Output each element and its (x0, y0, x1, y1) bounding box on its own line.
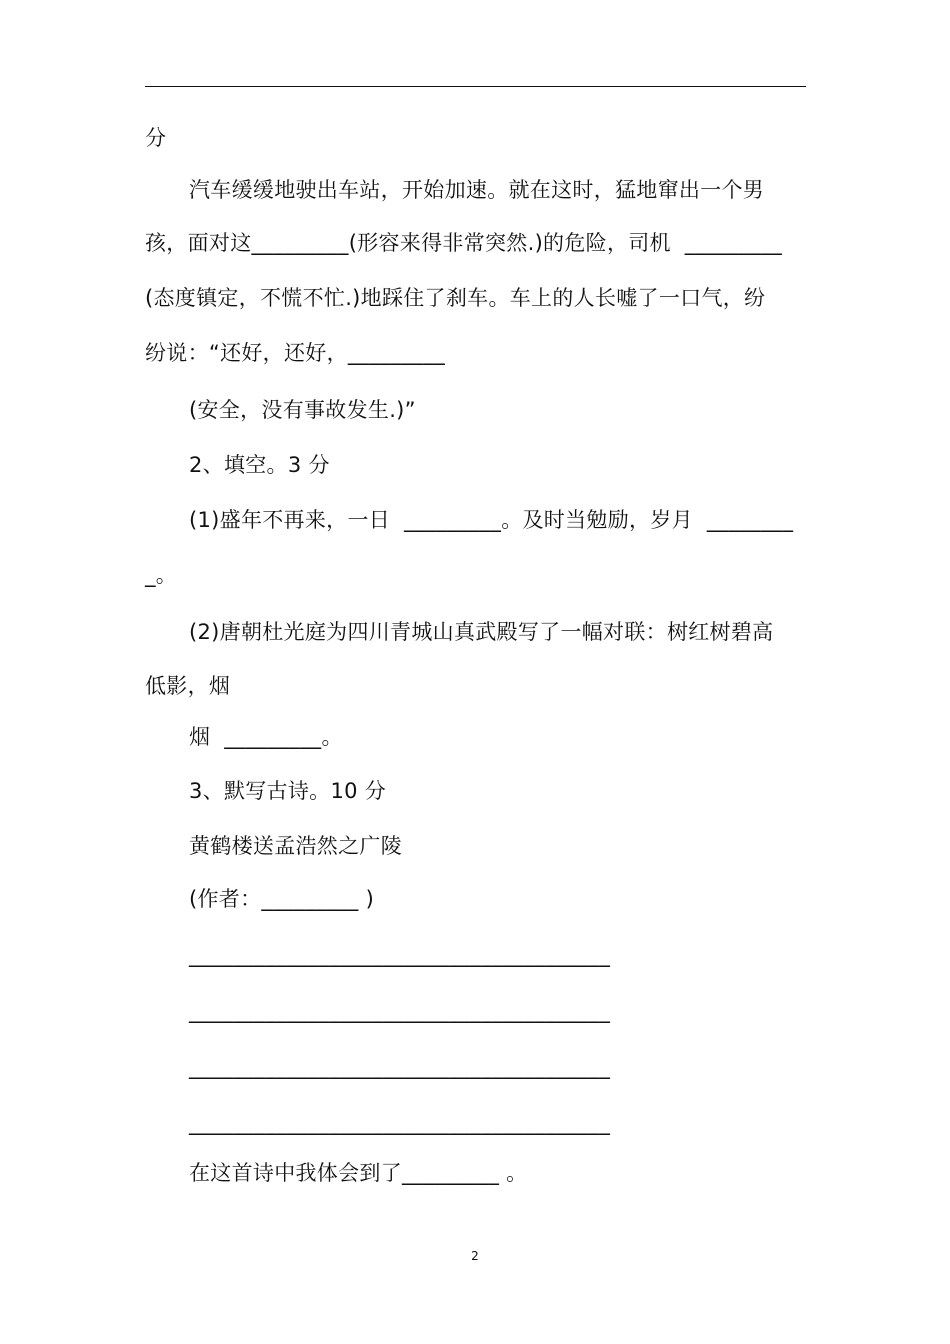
text-line-score-unit: 分 (145, 126, 167, 150)
header-rule (145, 86, 806, 87)
question-2-heading: 2、填空。3 分 (189, 453, 330, 477)
question-2-item-2-continued: 低影，烟 (145, 674, 231, 698)
poem-reflection-line: 在这首诗中我体会到了_________ 。 (189, 1161, 528, 1185)
question-2-item-2-blank: 烟 _________。 (189, 725, 343, 749)
page-number: 2 (471, 1249, 479, 1263)
poem-author-blank: (作者：_________ ) (189, 887, 375, 911)
question-3-heading: 3、默写古诗。10 分 (189, 779, 387, 803)
passage-line-4: 纷说：“还好，还好，_________ (145, 341, 446, 365)
poem-answer-line-1: _______________________________________ (189, 943, 611, 967)
poem-answer-line-3: _______________________________________ (189, 1055, 611, 1079)
passage-line-3: (态度镇定，不慌不忙.)地踩住了刹车。车上的人长嘘了一口气，纷 (145, 286, 766, 310)
passage-line-1: 汽车缓缓地驶出车站，开始加速。就在这时，猛地窜出一个男 (189, 178, 765, 202)
question-2-item-2: (2)唐朝杜光庭为四川青城山真武殿写了一幅对联：树红树碧高 (189, 620, 774, 644)
passage-line-2: 孩，面对这_________(形容来得非常突然.)的危险，司机 _________ (145, 231, 783, 255)
passage-line-5: (安全，没有事故发生.)” (189, 398, 416, 422)
poem-answer-line-4: _______________________________________ (189, 1111, 611, 1135)
poem-answer-line-2: _______________________________________ (189, 999, 611, 1023)
question-2-item-1-continued: _。 (145, 563, 178, 587)
question-2-item-1: (1)盛年不再来，一日 _________。及时当勉励，岁月 ________ (189, 508, 794, 532)
poem-title: 黄鹤楼送孟浩然之广陵 (189, 834, 402, 858)
